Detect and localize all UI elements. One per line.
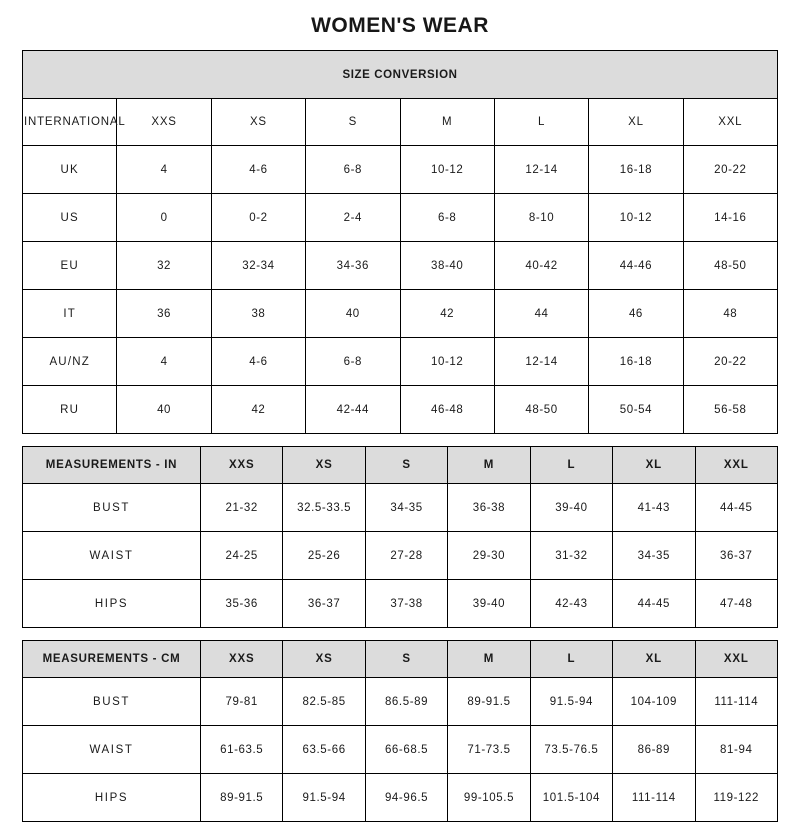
cell-hips-cm-xl: 111-114 (613, 774, 695, 822)
column-header-xxl: XXL (695, 641, 777, 678)
cell-waist-cm-xxl: 81-94 (695, 726, 777, 774)
row-label-waist-cm: WAIST (23, 726, 201, 774)
row-label-hips-in: HIPS (23, 580, 201, 628)
cell-uk-xxs: 4 (117, 146, 211, 194)
cell-aunz-m: 10-12 (400, 338, 494, 386)
cell-it-xs: 38 (211, 290, 305, 338)
cell-it-xxs: 36 (117, 290, 211, 338)
column-header-xl: XL (613, 447, 695, 484)
cell-hips-in-s: 37-38 (365, 580, 447, 628)
cell-us-l: 8-10 (494, 194, 588, 242)
cell-bust-cm-s: 86.5-89 (365, 678, 447, 726)
cell-ru-l: 48-50 (494, 386, 588, 434)
column-header-xxl: XXL (695, 447, 777, 484)
column-header-m: M (400, 99, 494, 146)
column-header-xxs: XXS (201, 641, 283, 678)
cell-waist-in-s: 27-28 (365, 532, 447, 580)
column-header-xl: XL (589, 99, 683, 146)
cell-aunz-xxl: 20-22 (683, 338, 777, 386)
cell-waist-cm-m: 71-73.5 (448, 726, 530, 774)
size-conversion-table (22, 50, 778, 434)
cell-uk-xxl: 20-22 (683, 146, 777, 194)
cell-uk-xl: 16-18 (589, 146, 683, 194)
cell-hips-cm-s: 94-96.5 (365, 774, 447, 822)
cell-bust-in-s: 34-35 (365, 484, 447, 532)
column-header-m: M (448, 641, 530, 678)
table-row (23, 338, 778, 386)
column-header-measurements-cm: MEASUREMENTS - CM (23, 641, 201, 678)
cell-it-m: 42 (400, 290, 494, 338)
column-header-l: L (494, 99, 588, 146)
column-header-l: L (530, 641, 612, 678)
column-header-s: S (306, 99, 400, 146)
column-header-measurements-in: MEASUREMENTS - IN (23, 447, 201, 484)
cell-it-xl: 46 (589, 290, 683, 338)
cell-bust-in-xxs: 21-32 (201, 484, 283, 532)
cell-eu-m: 38-40 (400, 242, 494, 290)
row-label-ru: RU (23, 386, 117, 434)
cell-bust-cm-xxs: 79-81 (201, 678, 283, 726)
cell-it-s: 40 (306, 290, 400, 338)
cell-uk-m: 10-12 (400, 146, 494, 194)
cell-waist-in-xxl: 36-37 (695, 532, 777, 580)
row-label-bust-cm: BUST (23, 678, 201, 726)
column-header-m: M (448, 447, 530, 484)
table-row (23, 774, 778, 822)
cell-bust-cm-xxl: 111-114 (695, 678, 777, 726)
cell-hips-cm-xs: 91.5-94 (283, 774, 365, 822)
cell-waist-in-xxs: 24-25 (201, 532, 283, 580)
cell-uk-xs: 4-6 (211, 146, 305, 194)
column-header-international: INTERNATIONAL (23, 99, 117, 146)
table-band-row (23, 51, 778, 99)
cell-eu-l: 40-42 (494, 242, 588, 290)
cell-uk-l: 12-14 (494, 146, 588, 194)
table-row (23, 484, 778, 532)
cell-uk-s: 6-8 (306, 146, 400, 194)
column-header-xxl: XXL (683, 99, 777, 146)
cell-aunz-s: 6-8 (306, 338, 400, 386)
cell-it-l: 44 (494, 290, 588, 338)
cell-ru-s: 42-44 (306, 386, 400, 434)
row-label-aunz: AU/NZ (23, 338, 117, 386)
cell-us-xxs: 0 (117, 194, 211, 242)
cell-aunz-xl: 16-18 (589, 338, 683, 386)
cell-waist-in-l: 31-32 (530, 532, 612, 580)
cell-waist-cm-l: 73.5-76.5 (530, 726, 612, 774)
cell-bust-cm-l: 91.5-94 (530, 678, 612, 726)
cell-us-xxl: 14-16 (683, 194, 777, 242)
table-row (23, 242, 778, 290)
cell-us-m: 6-8 (400, 194, 494, 242)
cell-eu-xs: 32-34 (211, 242, 305, 290)
measurements-inches-table (22, 446, 778, 628)
row-label-bust-in: BUST (23, 484, 201, 532)
cell-hips-cm-l: 101.5-104 (530, 774, 612, 822)
row-label-uk: UK (23, 146, 117, 194)
cell-ru-xxl: 56-58 (683, 386, 777, 434)
cell-bust-in-m: 36-38 (448, 484, 530, 532)
cell-aunz-l: 12-14 (494, 338, 588, 386)
cell-waist-cm-xxs: 61-63.5 (201, 726, 283, 774)
column-header-xs: XS (211, 99, 305, 146)
cell-bust-in-xxl: 44-45 (695, 484, 777, 532)
cell-ru-m: 46-48 (400, 386, 494, 434)
cell-bust-in-xs: 32.5-33.5 (283, 484, 365, 532)
size-conversion-band-label: SIZE CONVERSION (23, 51, 778, 99)
cell-hips-in-m: 39-40 (448, 580, 530, 628)
table-row (23, 580, 778, 628)
cell-waist-cm-xl: 86-89 (613, 726, 695, 774)
cell-bust-in-xl: 41-43 (613, 484, 695, 532)
cell-eu-s: 34-36 (306, 242, 400, 290)
cell-hips-cm-m: 99-105.5 (448, 774, 530, 822)
table-header-row (23, 447, 778, 484)
cell-waist-in-xl: 34-35 (613, 532, 695, 580)
cell-ru-xl: 50-54 (589, 386, 683, 434)
cell-ru-xxs: 40 (117, 386, 211, 434)
row-label-us: US (23, 194, 117, 242)
table-row (23, 146, 778, 194)
cell-hips-in-xl: 44-45 (613, 580, 695, 628)
column-header-xxs: XXS (117, 99, 211, 146)
column-header-xs: XS (283, 447, 365, 484)
column-header-xl: XL (613, 641, 695, 678)
table-row (23, 726, 778, 774)
page-title: WOMEN'S WEAR (311, 14, 489, 37)
table-row (23, 386, 778, 434)
row-label-eu: EU (23, 242, 117, 290)
cell-hips-in-xxs: 35-36 (201, 580, 283, 628)
table-header-row (23, 641, 778, 678)
cell-hips-in-xs: 36-37 (283, 580, 365, 628)
column-header-s: S (365, 447, 447, 484)
table-row (23, 532, 778, 580)
cell-us-xl: 10-12 (589, 194, 683, 242)
cell-hips-cm-xxs: 89-91.5 (201, 774, 283, 822)
cell-waist-cm-xs: 63.5-66 (283, 726, 365, 774)
cell-it-xxl: 48 (683, 290, 777, 338)
cell-aunz-xs: 4-6 (211, 338, 305, 386)
cell-waist-cm-s: 66-68.5 (365, 726, 447, 774)
row-label-hips-cm: HIPS (23, 774, 201, 822)
column-header-xs: XS (283, 641, 365, 678)
column-header-s: S (365, 641, 447, 678)
table-row (23, 290, 778, 338)
row-label-it: IT (23, 290, 117, 338)
cell-bust-in-l: 39-40 (530, 484, 612, 532)
cell-bust-cm-xl: 104-109 (613, 678, 695, 726)
cell-eu-xxl: 48-50 (683, 242, 777, 290)
cell-us-s: 2-4 (306, 194, 400, 242)
cell-us-xs: 0-2 (211, 194, 305, 242)
cell-eu-xxs: 32 (117, 242, 211, 290)
table-row (23, 678, 778, 726)
cell-bust-cm-xs: 82.5-85 (283, 678, 365, 726)
cell-hips-in-l: 42-43 (530, 580, 612, 628)
row-label-waist-in: WAIST (23, 532, 201, 580)
table-row (23, 194, 778, 242)
cell-waist-in-xs: 25-26 (283, 532, 365, 580)
cell-hips-cm-xxl: 119-122 (695, 774, 777, 822)
column-header-xxs: XXS (201, 447, 283, 484)
cell-bust-cm-m: 89-91.5 (448, 678, 530, 726)
column-header-l: L (530, 447, 612, 484)
cell-ru-xs: 42 (211, 386, 305, 434)
cell-aunz-xxs: 4 (117, 338, 211, 386)
cell-waist-in-m: 29-30 (448, 532, 530, 580)
measurements-cm-table (22, 640, 778, 822)
cell-eu-xl: 44-46 (589, 242, 683, 290)
cell-hips-in-xxl: 47-48 (695, 580, 777, 628)
table-header-row (23, 99, 778, 146)
